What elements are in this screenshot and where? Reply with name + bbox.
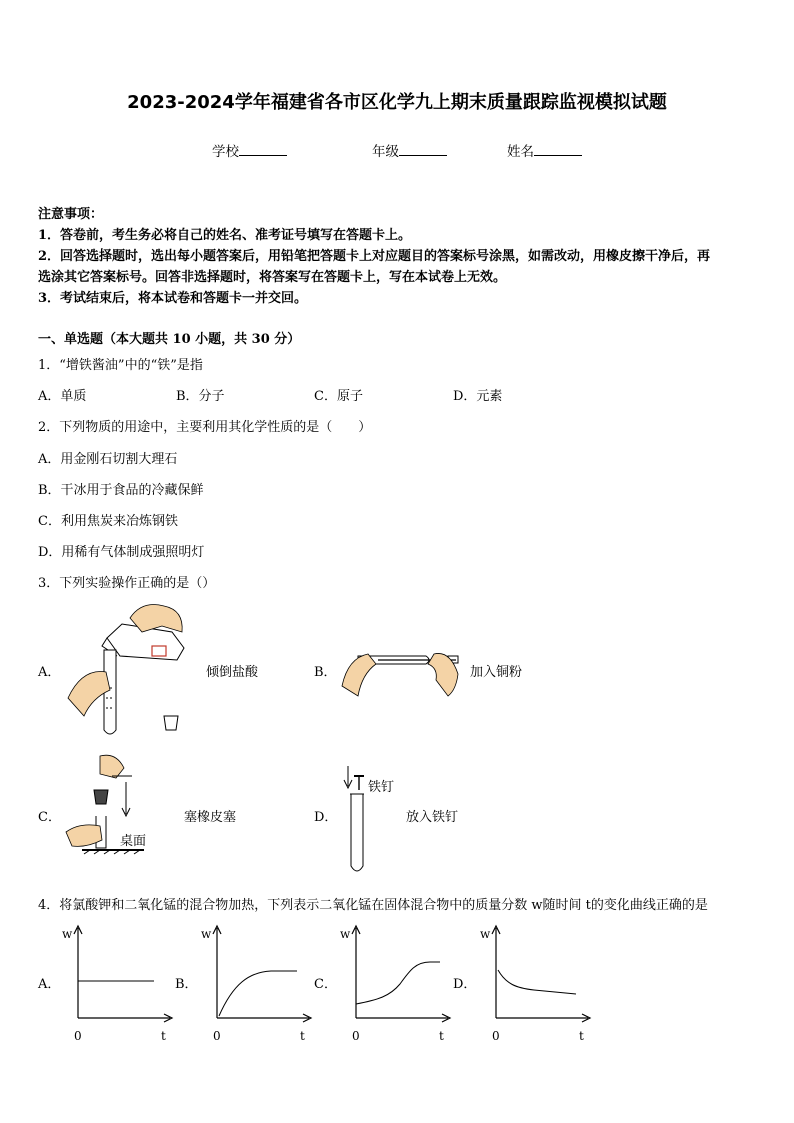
name-field	[507, 140, 582, 160]
graph-c-xlabel: t	[439, 1029, 444, 1043]
adding-powder-illustration	[338, 640, 466, 700]
q3-stem: 3．下列实验操作正确的是（）	[38, 576, 216, 591]
notes-item-3: 3．考试结束后，将本试卷和答题卡一并交回。	[38, 291, 308, 306]
q2-stem: 2．下列物质的用途中，主要利用其化学性质的是（ ）	[38, 420, 372, 435]
notes-item-1: 1．答卷前，考生务必将自己的姓名、准考证号填写在答题卡上。	[38, 228, 412, 243]
graph-d-origin: 0	[492, 1029, 500, 1043]
table-label: 桌面	[120, 834, 147, 849]
q3-option-c-letter: C．	[38, 810, 61, 825]
q1-option-c: C．原子	[314, 389, 363, 404]
graph-b-xlabel: t	[300, 1029, 305, 1043]
nail-label: 铁钉	[368, 780, 395, 795]
q4-option-a-letter: A．	[38, 977, 61, 992]
q3-option-b-caption: 加入铜粉	[470, 665, 523, 680]
name-blank	[534, 143, 582, 156]
school-blank	[239, 143, 287, 156]
graph-a-origin: 0	[74, 1029, 82, 1043]
q1-option-b: B．分子	[176, 389, 225, 404]
q4-option-b-letter: B．	[175, 977, 198, 992]
q3-option-b-letter: B．	[314, 665, 337, 680]
q4-option-c-letter: C．	[314, 977, 337, 992]
q1-stem: 1．“增铁酱油”中的“铁”是指	[38, 358, 203, 373]
notes-item-2-cont: 选涂其它答案标号。回答非选择题时，将答案写在答题卡上，写在本试卷上无效。	[38, 270, 507, 285]
grade-field	[372, 140, 447, 160]
school-field	[212, 140, 287, 160]
q2-option-a: A．用金刚石切割大理石	[38, 452, 178, 467]
page-title: 2023-2024学年福建省各市区化学九上期末质量跟踪监视模拟试题	[127, 92, 667, 113]
q2-option-c: C．利用焦炭来冶炼钢铁	[38, 514, 178, 529]
q2-option-d: D．用稀有气体制成强照明灯	[38, 545, 205, 560]
q3-option-c-caption: 塞橡皮塞	[184, 810, 237, 825]
q3-option-a-letter: A．	[38, 665, 61, 680]
graph-a-ylabel: w	[62, 927, 73, 941]
notes-heading: 注意事项：	[38, 207, 104, 222]
graph-c	[338, 920, 450, 1046]
q1-option-d: D．元素	[453, 389, 503, 404]
q2-option-b: B．干冰用于食品的冷藏保鲜	[38, 483, 204, 498]
graph-b	[199, 920, 311, 1046]
q4-option-d-letter: D．	[453, 977, 477, 992]
school-label: 学校	[212, 144, 239, 160]
graph-c-ylabel: w	[340, 927, 351, 941]
q3-option-d-letter: D．	[314, 810, 338, 825]
graph-d	[478, 920, 590, 1046]
q1-option-a: A．单质	[38, 389, 87, 404]
grade-label: 年级	[372, 144, 399, 160]
graph-d-xlabel: t	[579, 1029, 584, 1043]
q3-option-d-caption: 放入铁钉	[406, 810, 459, 825]
section-heading: 一、单选题（本大题共 10 小题，共 30 分）	[38, 332, 301, 347]
graph-b-ylabel: w	[201, 927, 212, 941]
pouring-acid-illustration	[62, 598, 192, 738]
graph-c-origin: 0	[352, 1029, 360, 1043]
graph-d-curve	[498, 970, 576, 994]
name-label: 姓名	[507, 144, 534, 160]
graph-b-curve	[219, 971, 297, 1016]
grade-blank	[399, 143, 447, 156]
graph-b-origin: 0	[213, 1029, 221, 1043]
graph-a-xlabel: t	[161, 1029, 166, 1043]
graph-c-curve	[356, 962, 440, 1004]
graph-d-ylabel: w	[480, 927, 491, 941]
notes-item-2: 2．回答选择题时，选出每小题答案后，用铅笔把答题卡上对应题目的答案标号涂黑，如需改动，用橡皮擦干净后，再	[38, 249, 711, 264]
graph-a	[60, 920, 172, 1046]
q3-option-a-caption: 倾倒盐酸	[206, 665, 259, 680]
q4-stem: 4．将氯酸钾和二氧化锰的混合物加热，下列表示二氧化锰在固体混合物中的质量分数 w随时间 t的变化曲线正确的是	[38, 898, 708, 913]
